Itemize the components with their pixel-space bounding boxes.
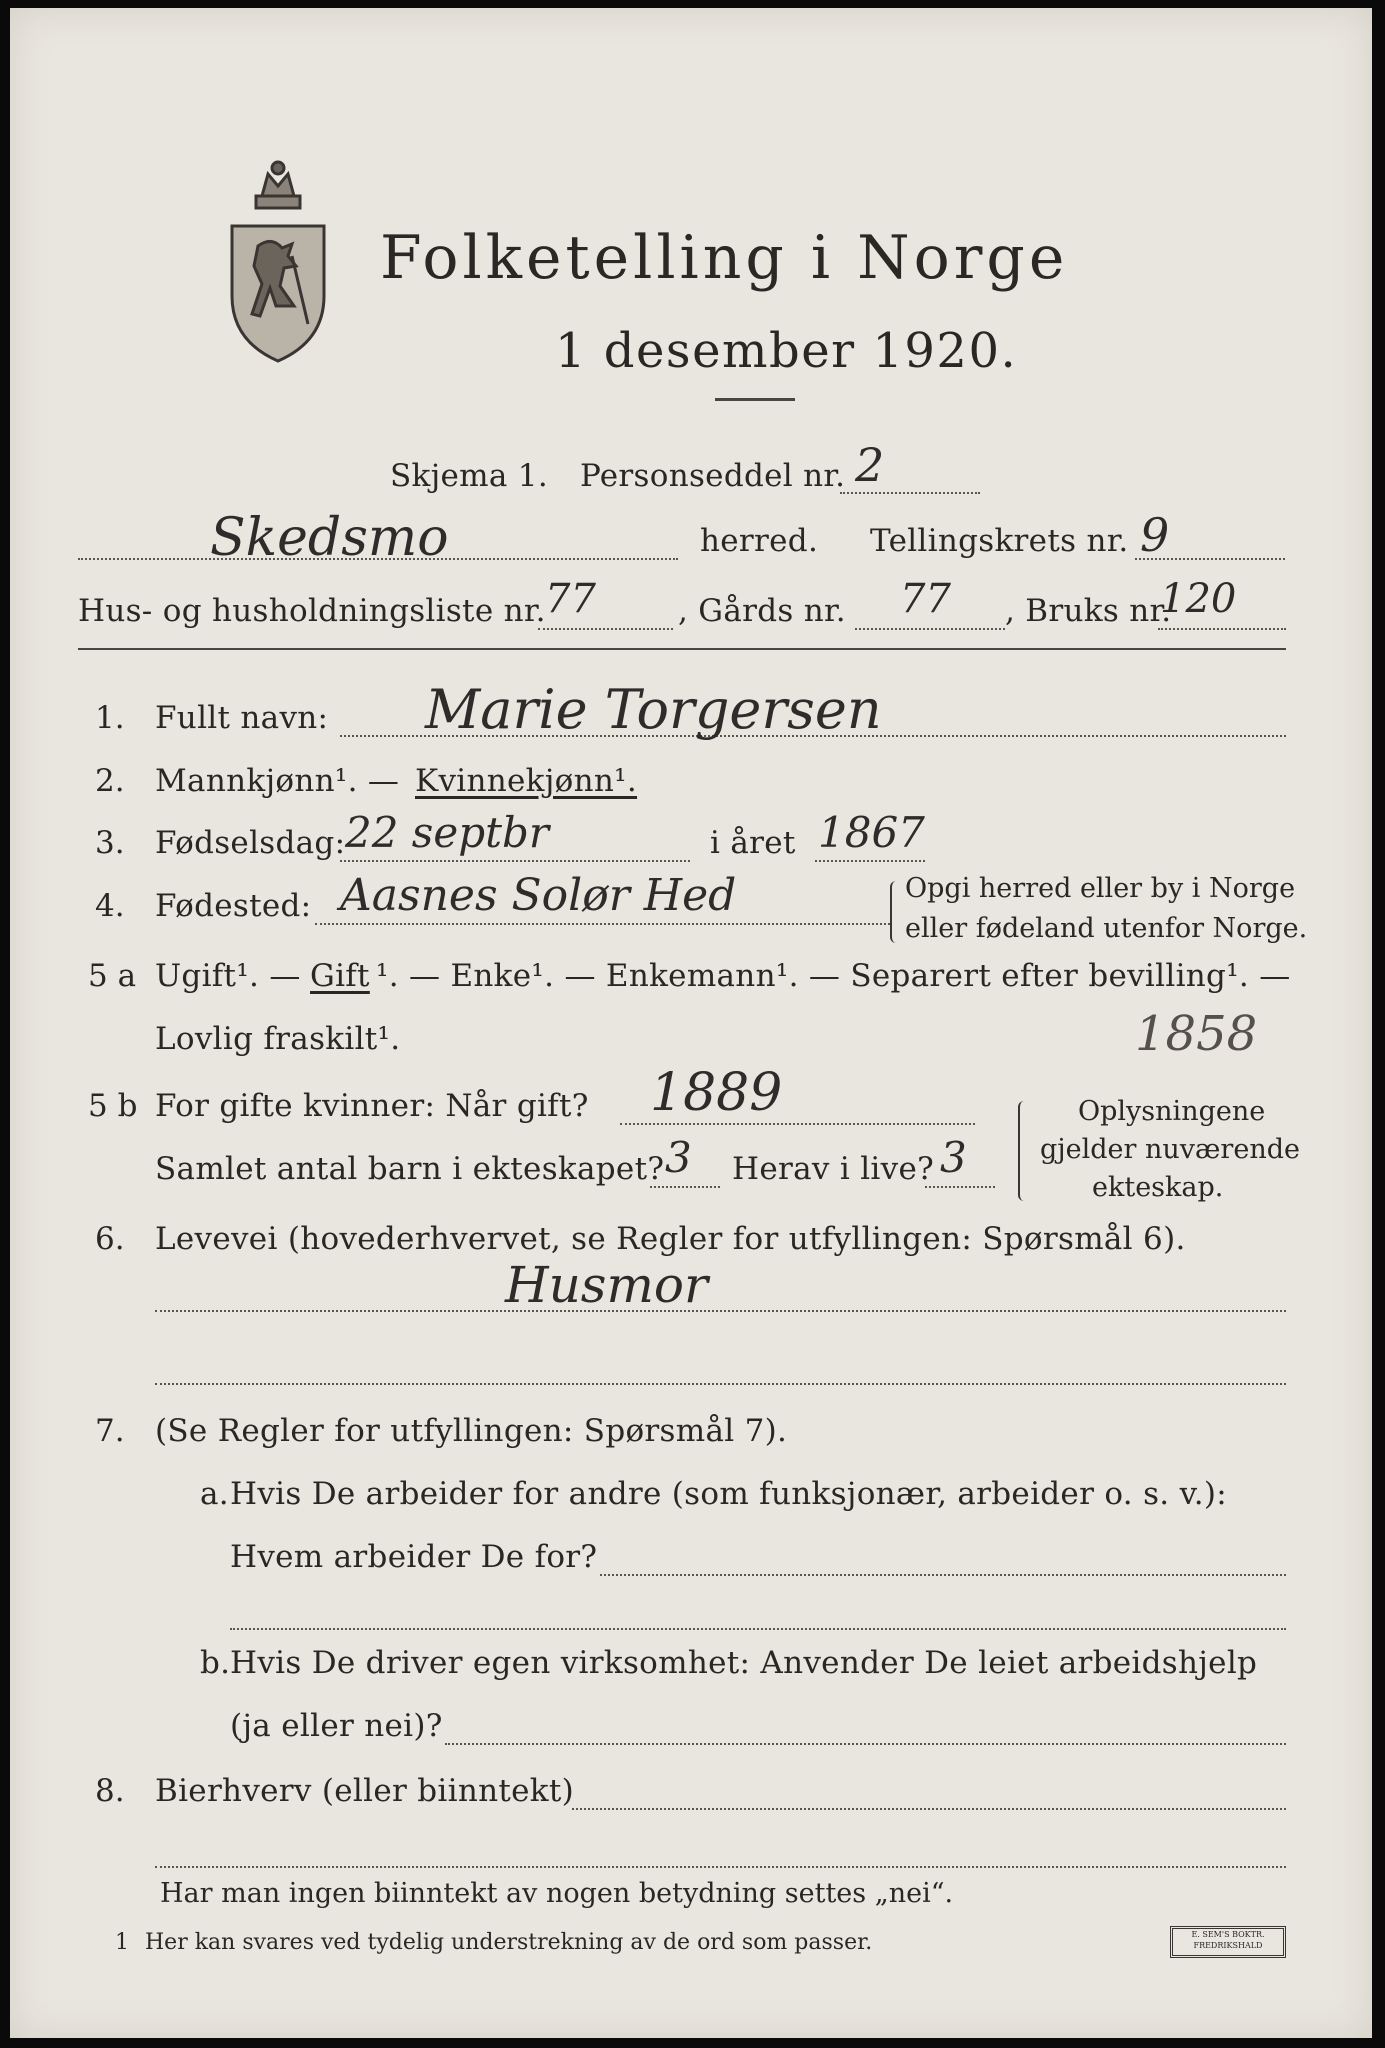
q7a-employer-label: Hvem arbeider De for? xyxy=(230,1539,598,1575)
q5b-line xyxy=(620,1123,975,1125)
q1-label: Fullt navn: xyxy=(155,700,329,736)
q2-number: 2. xyxy=(95,763,125,799)
q5a-margin-note: 1858 xyxy=(1135,1006,1258,1062)
q5b-children-label: Samlet antal barn i ekteskapet? xyxy=(155,1151,665,1187)
norwegian-lion-coat-of-arms-icon xyxy=(222,156,334,366)
husholdning-label: Hus- og husholdningsliste nr. xyxy=(78,593,546,629)
q4-note-bracket xyxy=(890,881,900,943)
q5a-other-options: ¹. — Enke¹. — Enkemann¹. — Separert efter bevilling¹. — xyxy=(376,958,1291,994)
q5b-children-value: 3 xyxy=(665,1133,692,1182)
q8-line2 xyxy=(155,1866,1286,1868)
q2-male-option: Mannkjønn¹. — xyxy=(155,763,400,799)
personseddel-value: 2 xyxy=(855,438,885,492)
gards-line xyxy=(855,628,1005,630)
q3-line xyxy=(340,860,690,862)
husholdning-line xyxy=(538,628,673,630)
header-divider xyxy=(78,648,1286,650)
q8-line1 xyxy=(572,1808,1286,1810)
q5b-note-line2: gjelder nuværende xyxy=(1040,1134,1300,1165)
q3-value: 22 septbr xyxy=(345,808,549,857)
form-title: Folketelling i Norge xyxy=(380,223,1069,293)
q8-label: Bierhverv (eller biinntekt) xyxy=(155,1773,575,1809)
q7b-label: Hvis De driver egen virksomhet: Anvender De leiet arbeidshjelp xyxy=(230,1645,1258,1681)
q5b-alive-value: 3 xyxy=(940,1133,967,1182)
q5a-gift-option: Gift xyxy=(310,958,370,994)
q4-line xyxy=(315,923,890,925)
title-rule xyxy=(715,398,795,401)
q6-value: Husmor xyxy=(505,1256,708,1314)
printer-stamp: E. SEM'S BOKTR. FREDRIKSHALD xyxy=(1170,1926,1286,1958)
q1-number: 1. xyxy=(95,700,125,736)
q5b-children-line xyxy=(650,1186,720,1188)
q8-note: Har man ingen biinntekt av nogen betydning settes „nei“. xyxy=(160,1878,954,1909)
q5b-alive-label: Herav i live? xyxy=(732,1151,935,1187)
q5b-note-line1: Oplysningene xyxy=(1078,1096,1266,1127)
q4-note-line2: eller fødeland utenfor Norge. xyxy=(905,913,1308,944)
q7a-label: Hvis De arbeider for andre (som funksjonær, arbeider o. s. v.): xyxy=(230,1476,1228,1512)
q7b-letter: b. xyxy=(200,1645,231,1681)
gards-value: 77 xyxy=(900,576,951,622)
q6-number: 6. xyxy=(95,1221,125,1257)
q7a-letter: a. xyxy=(200,1476,229,1512)
personseddel-label: Personseddel nr. xyxy=(580,458,846,494)
q5b-label: For gifte kvinner: Når gift? xyxy=(155,1088,589,1124)
gards-label: , Gårds nr. xyxy=(678,593,846,629)
herred-value: Skedsmo xyxy=(210,508,449,568)
q7a-employer-line xyxy=(600,1574,1286,1576)
personseddel-line xyxy=(840,492,980,494)
footnote-text: Her kan svares ved tydelig understrekning av de ord som passer. xyxy=(145,1930,873,1955)
husholdning-value: 77 xyxy=(545,576,596,622)
q2-female-option: Kvinnekjønn¹. xyxy=(415,763,638,799)
q5b-note-line3: ekteskap. xyxy=(1092,1172,1224,1203)
footnote-marker: 1 xyxy=(115,1930,129,1955)
q3-year-label: i året xyxy=(710,825,796,861)
q3-year-value: 1867 xyxy=(818,808,925,857)
herred-label: herred. xyxy=(700,523,819,559)
q6-label: Levevei (hovederhvervet, se Regler for utfyllingen: Spørsmål 6). xyxy=(155,1221,1186,1257)
q5a-number: 5 a xyxy=(88,958,137,994)
q5a-fraskilt-option: Lovlig fraskilt¹. xyxy=(155,1021,401,1057)
q5a-ugift-option: Ugift¹. — xyxy=(155,958,301,994)
q3-number: 3. xyxy=(95,825,125,861)
q6-line2 xyxy=(155,1383,1286,1385)
schema-label: Skjema 1. xyxy=(390,458,548,494)
q3-label: Fødselsdag: xyxy=(155,825,346,861)
census-form-page xyxy=(10,8,1372,2038)
q4-value: Aasnes Solør Hed xyxy=(340,870,737,921)
q5b-alive-line xyxy=(925,1186,995,1188)
q8-number: 8. xyxy=(95,1773,125,1809)
bruks-line xyxy=(1158,628,1286,630)
q7-label: (Se Regler for utfyllingen: Spørsmål 7). xyxy=(155,1413,788,1449)
q4-label: Fødested: xyxy=(155,888,312,924)
q5b-value: 1889 xyxy=(650,1063,783,1123)
bruks-value: 120 xyxy=(1160,576,1237,622)
q4-number: 4. xyxy=(95,888,125,924)
q6-line1 xyxy=(155,1310,1286,1312)
census-date: 1 desember 1920. xyxy=(555,323,1018,379)
q5b-note-bracket xyxy=(1018,1101,1028,1201)
q7-number: 7. xyxy=(95,1413,125,1449)
tellingskrets-label: Tellingskrets nr. xyxy=(870,523,1129,559)
bruks-label: , Bruks nr. xyxy=(1005,593,1172,629)
q4-note-line1: Opgi herred eller by i Norge xyxy=(905,873,1296,904)
q1-value: Marie Torgersen xyxy=(425,678,882,741)
tellingskrets-value: 9 xyxy=(1140,508,1170,562)
q7a-extra-line xyxy=(230,1628,1286,1630)
q7b-yesno-label: (ja eller nei)? xyxy=(230,1708,443,1744)
q7b-yesno-line xyxy=(445,1743,1286,1745)
q5b-number: 5 b xyxy=(88,1088,138,1124)
q3-year-line xyxy=(815,860,925,862)
